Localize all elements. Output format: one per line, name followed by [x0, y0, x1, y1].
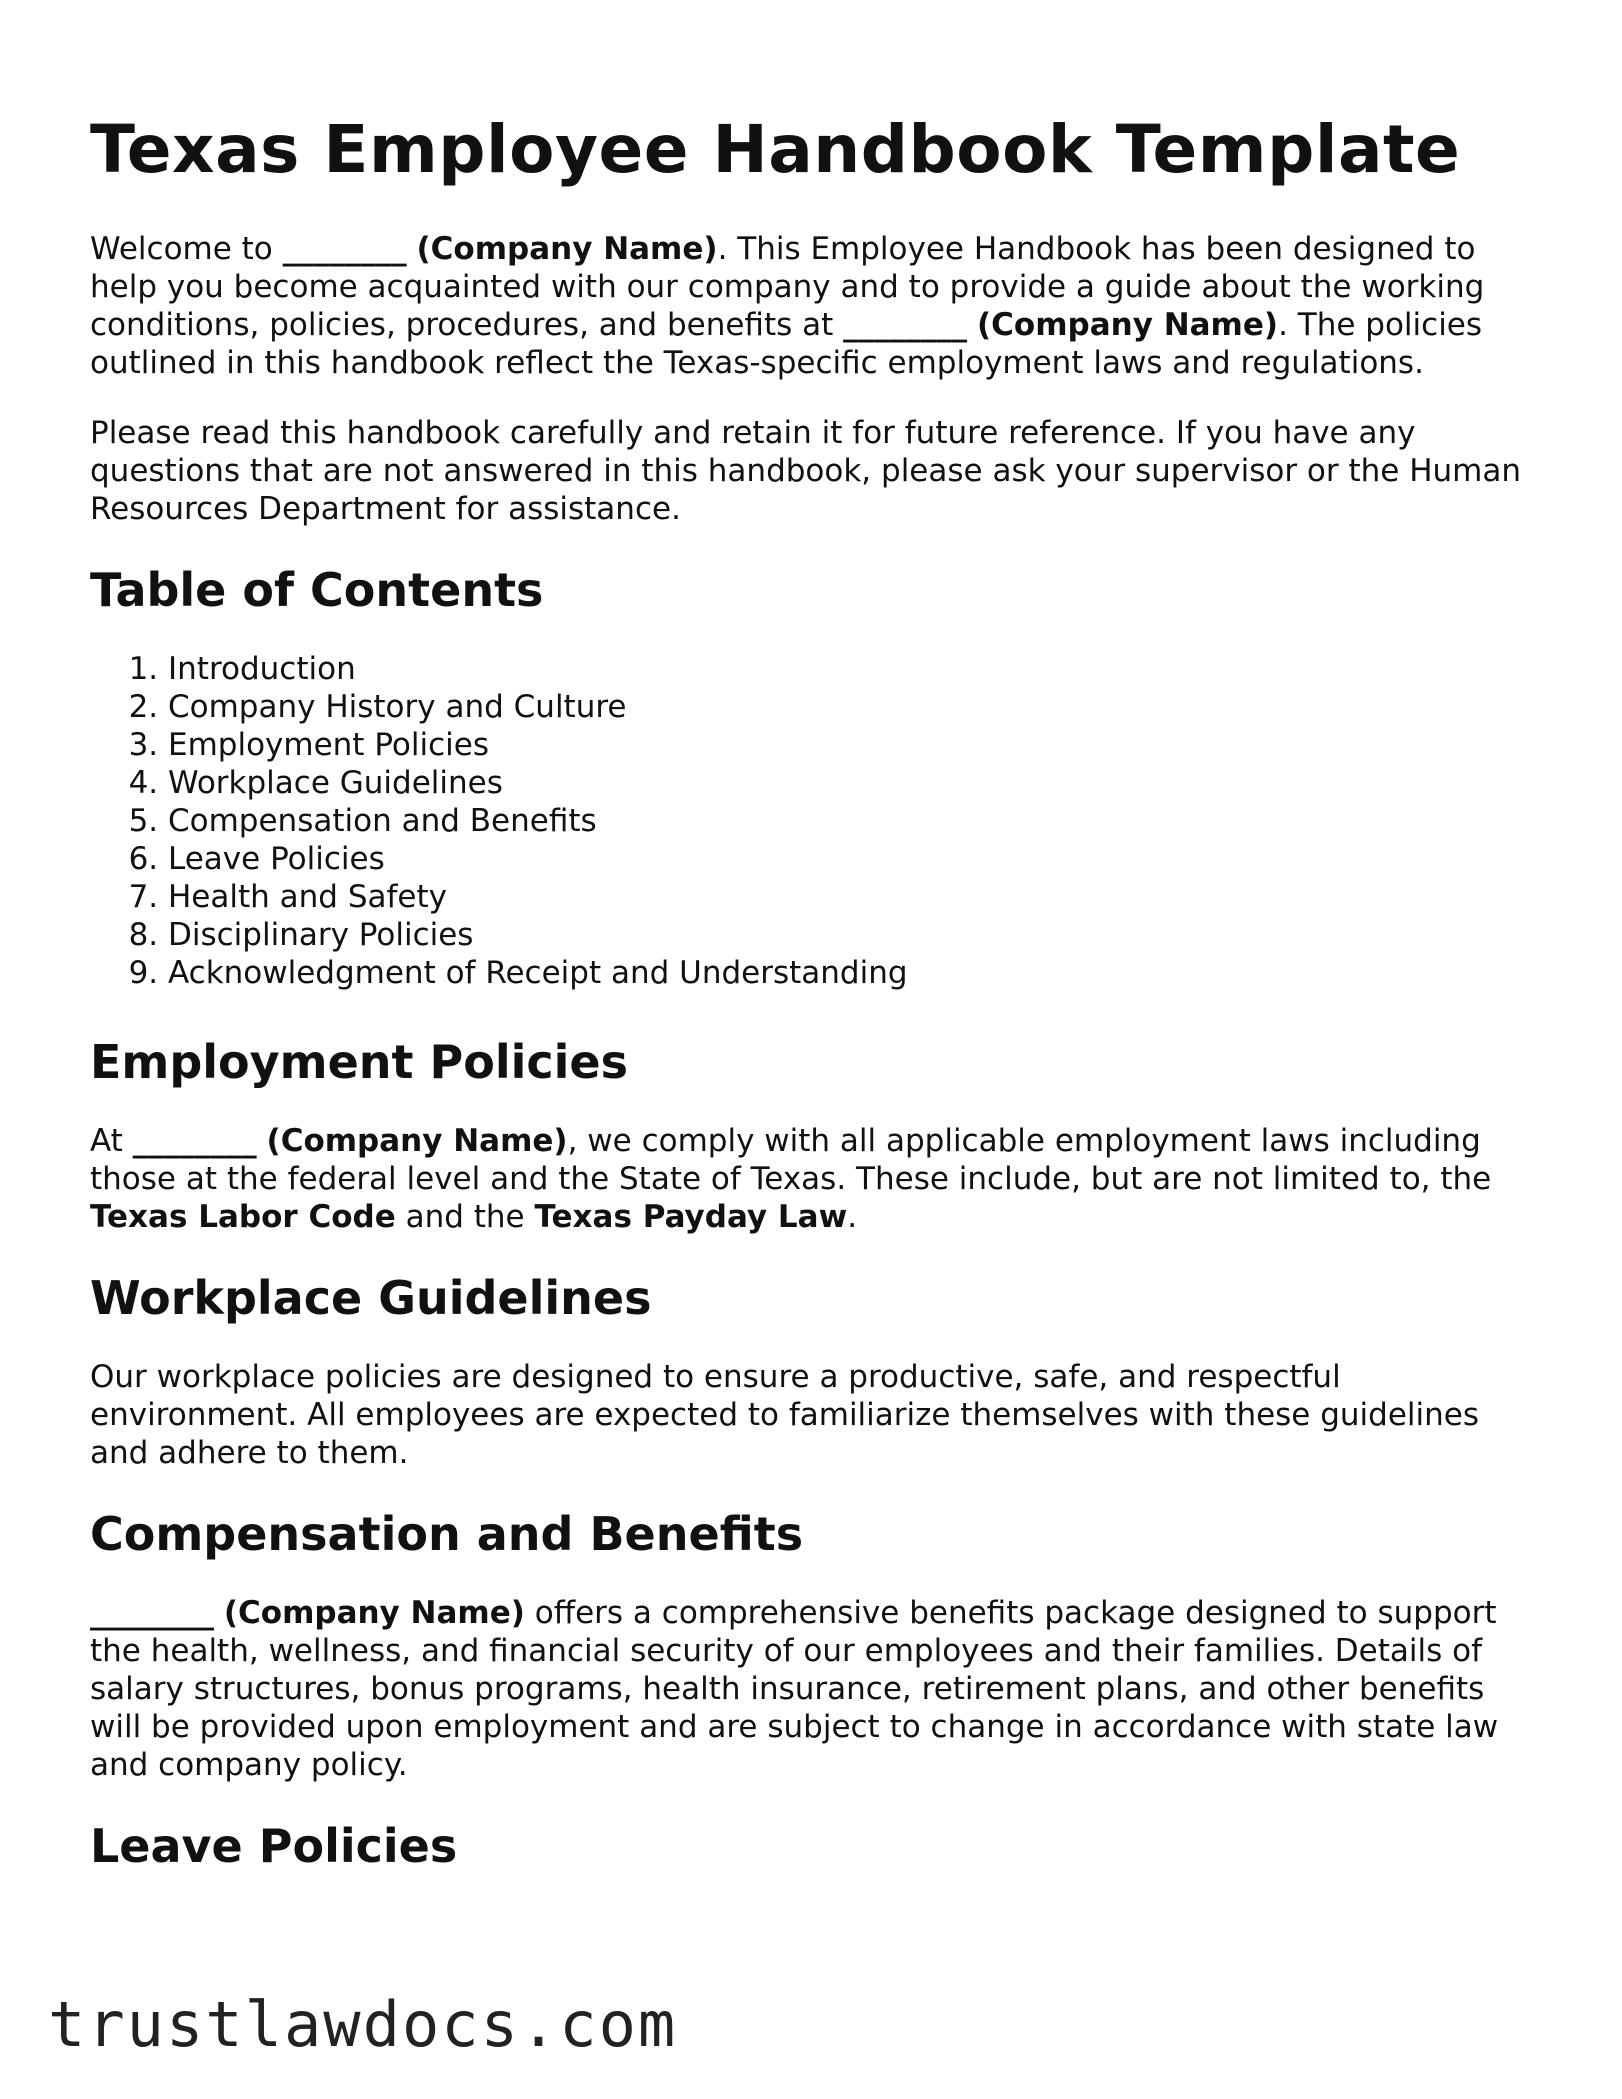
- company-name-placeholder: (Company Name): [977, 307, 1279, 343]
- toc-item: 5. Compensation and Benefits: [168, 802, 1540, 840]
- company-name-placeholder: (Company Name): [223, 1595, 525, 1631]
- intro-text: Welcome to: [90, 231, 283, 267]
- intro-text: . This Employee Handbook has been designed to help you become acquainted with our company and to provide a guide about the working conditions, policies, procedures, and benefits at: [90, 231, 1485, 343]
- employment-policies-heading: Employment Policies: [90, 1035, 628, 1089]
- employment-policies-paragraph: [90, 1122, 1540, 1236]
- employment-text: , we comply with all applicable employment laws including those at the federal level and the State of Texas. These include, but are not limited to, the: [90, 1123, 1492, 1197]
- employment-text: and the: [395, 1199, 535, 1235]
- compensation-benefits-heading: Compensation and Benefits: [90, 1507, 804, 1561]
- document-page: [90, 110, 1540, 1906]
- toc-heading: Table of Contents: [90, 563, 544, 617]
- company-blank: ________: [132, 1123, 257, 1159]
- toc-list: [90, 650, 1540, 992]
- workplace-guidelines-paragraph: Our workplace policies are designed to ensure a productive, safe, and respectful environment. All employees are expected to familiarize themselves with these guidelines and adhere to them.: [90, 1359, 1480, 1471]
- company-blank: ________: [843, 307, 968, 343]
- employment-text: At: [90, 1123, 133, 1159]
- compensation-text: offers a comprehensive benefits package designed to support the health, wellness, and financial security of our employees and their families. Details of salary structures, bonus programs, health insurance, retirement plans, and other benefits will be provided upon employment and are subject to change in accordance with state law and company policy.: [90, 1595, 1499, 1783]
- toc-item: 2. Company History and Culture: [168, 688, 1540, 726]
- company-name-placeholder: (Company Name): [416, 231, 718, 267]
- intro-paragraph-2: Please read this handbook carefully and retain it for future reference. If you have any questions that are not answered in this handbook, please ask your supervisor or the Human Resources Department for assistance.: [90, 415, 1522, 527]
- intro-paragraph-1: [90, 230, 1540, 382]
- toc-item: 9. Acknowledgment of Receipt and Understanding: [168, 954, 1540, 992]
- company-blank: ________: [282, 231, 407, 267]
- law-name-labor-code: Texas Labor Code: [90, 1199, 396, 1235]
- document-title: Texas Employee Handbook Template: [90, 111, 1461, 188]
- toc-item: 3. Employment Policies: [168, 726, 1540, 764]
- toc-item: 6. Leave Policies: [168, 840, 1540, 878]
- company-blank: ________: [90, 1595, 214, 1631]
- toc-item: 1. Introduction: [168, 650, 1540, 688]
- law-name-payday-law: Texas Payday Law: [534, 1199, 848, 1235]
- compensation-benefits-paragraph: [90, 1594, 1540, 1784]
- company-name-placeholder: (Company Name): [266, 1123, 568, 1159]
- toc-item: 8. Disciplinary Policies: [168, 916, 1540, 954]
- employment-text: .: [847, 1199, 858, 1235]
- watermark: trustlawdocs.com: [48, 1988, 678, 2061]
- toc-item: 4. Workplace Guidelines: [168, 764, 1540, 802]
- workplace-guidelines-heading: Workplace Guidelines: [90, 1271, 652, 1325]
- toc-item: 7. Health and Safety: [168, 878, 1540, 916]
- leave-policies-heading: Leave Policies: [90, 1819, 458, 1873]
- intro-text: . The policies outlined in this handbook reflect the Texas-specific employment laws and regulations.: [90, 307, 1483, 381]
